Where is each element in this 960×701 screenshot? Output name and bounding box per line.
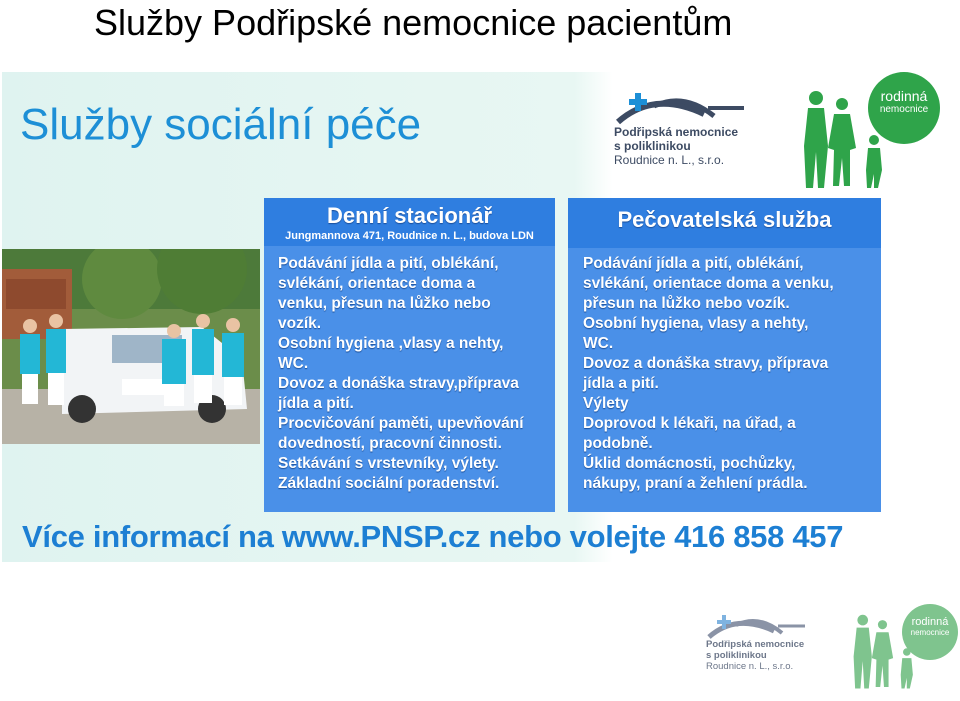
badge-line-2: nemocnice: [879, 104, 929, 115]
list-item: Dovoz a donáška stravy,příprava: [278, 375, 519, 392]
hospital-logo: [614, 92, 746, 167]
denni-stacionar-list: [264, 246, 555, 494]
rodinna-badge: [868, 72, 940, 144]
photo-image: [2, 249, 260, 444]
list-item: přesun na lůžko nebo vozík.: [583, 295, 790, 312]
logo-line-1: Podřipská nemocnice: [614, 125, 739, 139]
list-item: jídla a pití.: [583, 375, 659, 392]
list-item: Osobní hygiena ,vlasy a nehty,: [278, 335, 504, 352]
footer-logo-line-2: s poliklinikou: [706, 649, 767, 661]
denni-stacionar-address: Jungmannova 471, Roudnice n. L., budova LDN: [285, 230, 534, 242]
pecovatelska-sluzba-title: Pečovatelská služba: [617, 207, 832, 232]
list-item: nákupy, praní a žehlení prádla.: [583, 475, 808, 492]
denni-stacionar-header: [264, 198, 555, 246]
footer-logo-line-1: Podřipská nemocnice: [706, 639, 805, 650]
footer-rodinna-badge: [902, 604, 958, 660]
pecovatelska-sluzba-header: [568, 198, 881, 248]
list-item: venku, přesun na lůžko nebo: [278, 295, 491, 312]
denni-stacionar-panel: [264, 198, 555, 512]
logo-line-2: s poliklinikou: [614, 138, 691, 153]
list-item: Podávání jídla a pití, oblékání,: [278, 255, 499, 272]
bridge-icon: [614, 92, 746, 126]
page-title: Služby Podřipské nemocnice pacientům: [94, 2, 733, 43]
list-item: Setkávání s vrstevníky, výlety.: [278, 455, 499, 472]
logo-line-3: Roudnice n. L., s.r.o.: [614, 152, 725, 167]
pecovatelska-sluzba-panel: [568, 198, 881, 512]
pecovatelska-sluzba-list: [568, 248, 881, 494]
footer-hospital-logo: [706, 614, 806, 673]
list-item: svlékání, orientace doma a: [278, 275, 476, 292]
list-item: Úklid domácnosti, pochůzky,: [583, 455, 796, 472]
contact-info: Více informací na www.PNSP.cz nebo volejte 416 858 457: [22, 519, 844, 554]
list-item: podobně.: [583, 435, 653, 452]
list-item: WC.: [583, 335, 614, 352]
badge-line-1: rodinná: [880, 88, 928, 104]
list-item: vozík.: [278, 315, 322, 332]
footer-logo-line-3: Roudnice n. L., s.r.o.: [706, 660, 794, 672]
list-item: svlékání, orientace doma a venku,: [583, 275, 834, 292]
list-item: Dovoz a donáška stravy, příprava: [583, 355, 829, 372]
footer-badge-line-1: rodinná: [911, 616, 949, 628]
denni-stacionar-title: Denní stacionář: [326, 203, 493, 228]
slide-title: Služby sociální péče: [20, 100, 422, 149]
staff-photo: [2, 249, 260, 444]
list-item: Podávání jídla a pití, oblékání,: [583, 255, 804, 272]
list-item: Doprovod k lékaři, na úřad, a: [583, 415, 796, 432]
list-item: dovedností, pracovní činnosti.: [278, 435, 502, 452]
list-item: Procvičování paměti, upevňování: [278, 415, 524, 432]
list-item: Výlety: [583, 395, 629, 412]
list-item: jídla a pití.: [278, 395, 354, 412]
slide: [2, 72, 956, 562]
footer-badge-line-2: nemocnice: [910, 628, 950, 637]
list-item: WC.: [278, 355, 309, 372]
bridge-icon: [706, 614, 806, 640]
list-item: Základní sociální poradenství.: [278, 475, 500, 492]
list-item: Osobní hygiena, vlasy a nehty,: [583, 315, 809, 332]
